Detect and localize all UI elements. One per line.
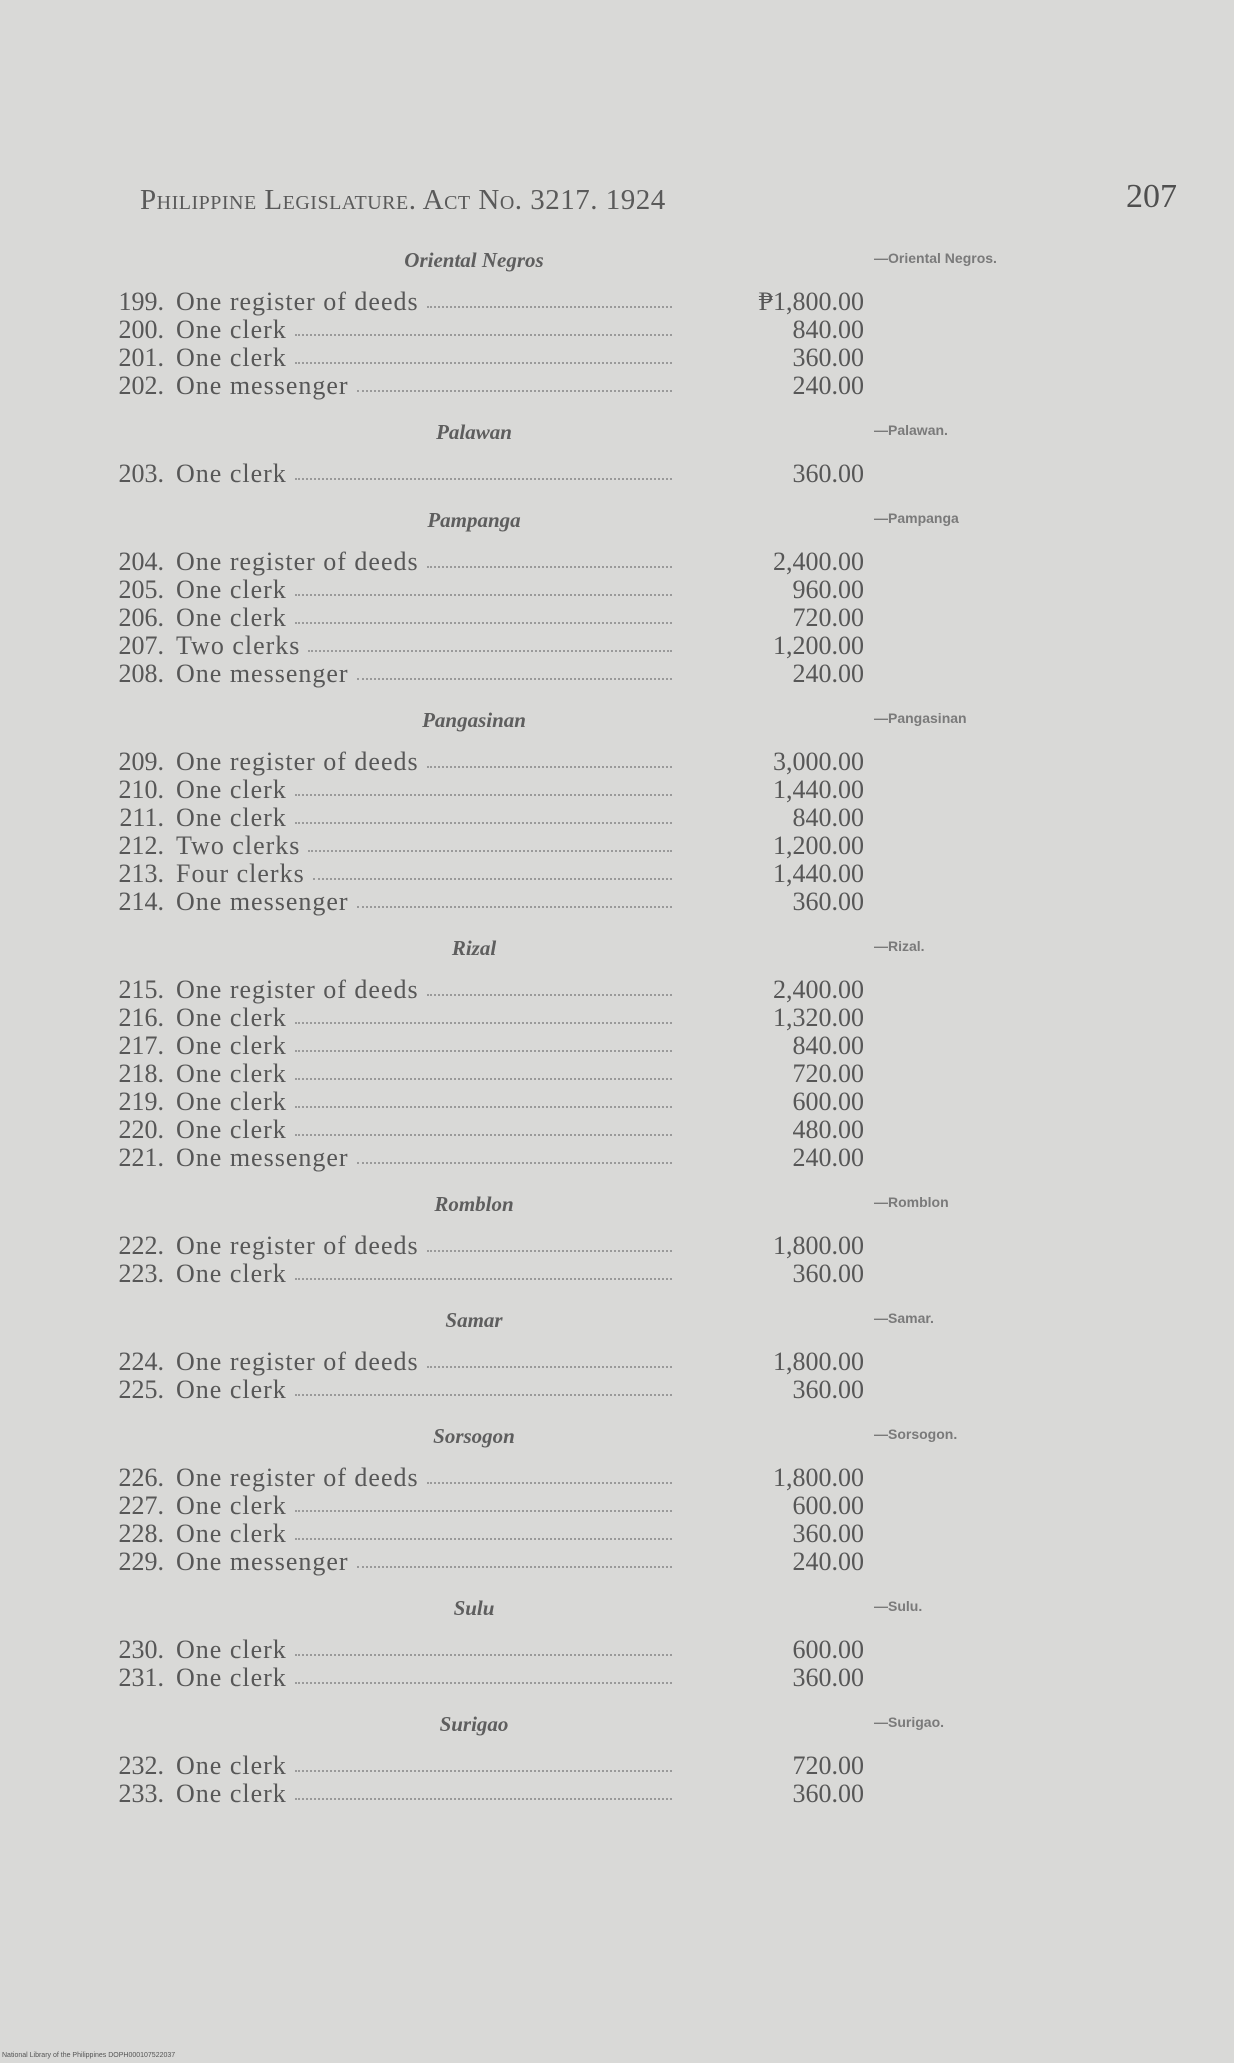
section-title: Sulu <box>453 1596 495 1620</box>
section-heading <box>104 502 1104 548</box>
line-item <box>104 860 1104 888</box>
item-number: 210. <box>118 775 164 804</box>
item-amount: 480.00 <box>792 1115 864 1144</box>
line-item <box>104 1004 1104 1032</box>
line-item <box>104 832 1104 860</box>
line-item <box>104 632 1104 660</box>
item-number: 199. <box>118 287 164 316</box>
item-description: Four clerks <box>176 859 305 888</box>
item-description: One clerk <box>176 1491 287 1520</box>
item-description: One messenger <box>176 659 349 688</box>
line-item <box>104 1780 1104 1808</box>
item-number: 213. <box>118 859 164 888</box>
item-description: One clerk <box>176 459 287 488</box>
item-description: One clerk <box>176 1663 287 1692</box>
item-number: 214. <box>118 887 164 916</box>
item-amount: 600.00 <box>792 1087 864 1116</box>
line-item <box>104 1636 1104 1664</box>
dot-leader <box>308 850 672 852</box>
item-description: One clerk <box>176 1031 287 1060</box>
margin-note: —Oriental Negros. <box>874 250 997 266</box>
item-amount: 240.00 <box>792 371 864 400</box>
dot-leader <box>295 1682 672 1684</box>
dot-leader <box>295 1770 672 1772</box>
section-heading <box>104 1418 1104 1464</box>
item-amount: ₱1,800.00 <box>758 287 864 316</box>
item-number: 227. <box>118 1491 164 1520</box>
item-number: 222. <box>118 1231 164 1260</box>
item-description: One clerk <box>176 575 287 604</box>
dot-leader <box>295 1078 672 1080</box>
item-amount: 2,400.00 <box>773 547 864 576</box>
dot-leader <box>295 1510 672 1512</box>
dot-leader <box>357 678 672 680</box>
item-amount: 360.00 <box>792 1259 864 1288</box>
item-number: 201. <box>118 343 164 372</box>
item-description: One register of deeds <box>176 975 419 1004</box>
item-amount: 240.00 <box>792 1143 864 1172</box>
dot-leader <box>295 478 672 480</box>
item-number: 223. <box>118 1259 164 1288</box>
page-number: 207 <box>1126 178 1177 215</box>
line-item <box>104 372 1104 400</box>
dot-leader <box>357 906 672 908</box>
line-item <box>104 316 1104 344</box>
item-amount: 3,000.00 <box>773 747 864 776</box>
margin-note: —Romblon <box>874 1194 949 1210</box>
margin-note: —Pangasinan <box>874 710 967 726</box>
item-description: One clerk <box>176 343 287 372</box>
dot-leader <box>427 1366 672 1368</box>
item-amount: 240.00 <box>792 1547 864 1576</box>
district-section <box>104 242 1104 400</box>
item-amount: 960.00 <box>792 575 864 604</box>
item-number: 229. <box>118 1547 164 1576</box>
section-title: Rizal <box>451 936 497 960</box>
item-number: 218. <box>118 1059 164 1088</box>
item-amount: 840.00 <box>792 315 864 344</box>
line-item <box>104 1232 1104 1260</box>
item-description: One clerk <box>176 1003 287 1032</box>
section-heading <box>104 1706 1104 1752</box>
item-number: 208. <box>118 659 164 688</box>
item-description: One messenger <box>176 1143 349 1172</box>
item-amount: 600.00 <box>792 1635 864 1664</box>
dot-leader <box>295 822 672 824</box>
item-number: 224. <box>118 1347 164 1376</box>
item-description: One clerk <box>176 1779 287 1808</box>
line-item <box>104 976 1104 1004</box>
item-description: One clerk <box>176 1115 287 1144</box>
item-number: 215. <box>118 975 164 1004</box>
footer-credit: National Library of the Philippines DOPH000107522037 <box>2 2052 176 2059</box>
line-item <box>104 1088 1104 1116</box>
dot-leader <box>295 1050 672 1052</box>
item-number: 225. <box>118 1375 164 1404</box>
item-number: 204. <box>118 547 164 576</box>
dot-leader <box>295 622 672 624</box>
section-title: Sorsogon <box>433 1424 515 1448</box>
line-item <box>104 1492 1104 1520</box>
item-amount: 1,200.00 <box>773 631 864 660</box>
item-description: One clerk <box>176 1087 287 1116</box>
item-description: One register of deeds <box>176 1463 419 1492</box>
item-amount: 360.00 <box>792 343 864 372</box>
item-amount: 840.00 <box>792 1031 864 1060</box>
item-amount: 1,320.00 <box>773 1003 864 1032</box>
section-title: Pampanga <box>427 508 521 532</box>
line-item <box>104 888 1104 916</box>
line-item <box>104 576 1104 604</box>
district-section <box>104 930 1104 1172</box>
appropriation-list <box>104 242 1104 1808</box>
district-section <box>104 1186 1104 1288</box>
line-item <box>104 460 1104 488</box>
dot-leader <box>427 306 672 308</box>
item-amount: 1,800.00 <box>773 1463 864 1492</box>
item-amount: 360.00 <box>792 1663 864 1692</box>
dot-leader <box>295 794 672 796</box>
item-amount: 360.00 <box>792 459 864 488</box>
item-number: 226. <box>118 1463 164 1492</box>
margin-note: —Sorsogon. <box>874 1426 958 1442</box>
item-description: One clerk <box>176 1519 287 1548</box>
item-amount: 1,800.00 <box>773 1347 864 1376</box>
item-description: One register of deeds <box>176 1347 419 1376</box>
section-heading <box>104 1186 1104 1232</box>
item-amount: 360.00 <box>792 1519 864 1548</box>
item-description: One clerk <box>176 603 287 632</box>
item-description: One messenger <box>176 371 349 400</box>
margin-note: —Surigao. <box>874 1714 945 1730</box>
item-description: One clerk <box>176 315 287 344</box>
line-item <box>104 288 1104 316</box>
item-amount: 1,200.00 <box>773 831 864 860</box>
dot-leader <box>427 766 672 768</box>
line-item <box>104 1664 1104 1692</box>
section-heading <box>104 702 1104 748</box>
item-amount: 720.00 <box>792 1751 864 1780</box>
district-section <box>104 414 1104 488</box>
item-description: One clerk <box>176 1635 287 1664</box>
item-number: 221. <box>118 1143 164 1172</box>
item-amount: 240.00 <box>792 659 864 688</box>
margin-note: —Pampanga <box>874 510 959 526</box>
item-number: 206. <box>118 603 164 632</box>
dot-leader <box>295 1538 672 1540</box>
section-heading <box>104 1590 1104 1636</box>
dot-leader <box>308 650 672 652</box>
dot-leader <box>357 1566 672 1568</box>
dot-leader <box>427 1250 672 1252</box>
line-item <box>104 1548 1104 1576</box>
item-number: 216. <box>118 1003 164 1032</box>
item-number: 207. <box>118 631 164 660</box>
item-number: 219. <box>118 1087 164 1116</box>
line-item <box>104 548 1104 576</box>
item-description: Two clerks <box>176 631 301 660</box>
item-amount: 360.00 <box>792 1779 864 1808</box>
line-item <box>104 344 1104 372</box>
district-section <box>104 702 1104 916</box>
line-item <box>104 1260 1104 1288</box>
line-item <box>104 1752 1104 1780</box>
district-section <box>104 1418 1104 1576</box>
line-item <box>104 776 1104 804</box>
dot-leader <box>295 594 672 596</box>
line-item <box>104 1144 1104 1172</box>
dot-leader <box>295 1106 672 1108</box>
item-number: 209. <box>118 747 164 776</box>
line-item <box>104 1032 1104 1060</box>
section-title: Surigao <box>439 1712 509 1736</box>
dot-leader <box>313 878 672 880</box>
district-section <box>104 1706 1104 1808</box>
dot-leader <box>295 1798 672 1800</box>
item-number: 202. <box>118 371 164 400</box>
line-item <box>104 1348 1104 1376</box>
margin-note: —Samar. <box>874 1310 934 1326</box>
item-description: One clerk <box>176 775 287 804</box>
line-item <box>104 748 1104 776</box>
line-item <box>104 660 1104 688</box>
line-item <box>104 1520 1104 1548</box>
item-amount: 720.00 <box>792 1059 864 1088</box>
district-section <box>104 1302 1104 1404</box>
section-heading <box>104 930 1104 976</box>
item-description: One clerk <box>176 1375 287 1404</box>
dot-leader <box>295 1134 672 1136</box>
district-section <box>104 502 1104 688</box>
margin-note: —Palawan. <box>874 422 948 438</box>
item-amount: 720.00 <box>792 603 864 632</box>
item-number: 220. <box>118 1115 164 1144</box>
item-description: One register of deeds <box>176 547 419 576</box>
dot-leader <box>357 390 672 392</box>
item-number: 205. <box>118 575 164 604</box>
section-heading <box>104 1302 1104 1348</box>
line-item <box>104 1376 1104 1404</box>
item-number: 233. <box>118 1779 164 1808</box>
item-amount: 1,440.00 <box>773 859 864 888</box>
dot-leader <box>295 1278 672 1280</box>
dot-leader <box>295 1022 672 1024</box>
item-number: 211. <box>119 803 164 832</box>
section-title: Oriental Negros <box>404 248 544 272</box>
item-amount: 360.00 <box>792 887 864 916</box>
item-amount: 840.00 <box>792 803 864 832</box>
item-description: One messenger <box>176 1547 349 1576</box>
item-number: 200. <box>118 315 164 344</box>
section-title: Romblon <box>434 1192 514 1216</box>
item-amount: 1,440.00 <box>773 775 864 804</box>
item-number: 232. <box>118 1751 164 1780</box>
item-description: One clerk <box>176 1059 287 1088</box>
line-item <box>104 1464 1104 1492</box>
item-description: One register of deeds <box>176 1231 419 1260</box>
item-amount: 1,800.00 <box>773 1231 864 1260</box>
line-item <box>104 1060 1104 1088</box>
item-amount: 2,400.00 <box>773 975 864 1004</box>
item-description: Two clerks <box>176 831 301 860</box>
item-description: One clerk <box>176 803 287 832</box>
item-description: One register of deeds <box>176 287 419 316</box>
item-description: One register of deeds <box>176 747 419 776</box>
item-number: 217. <box>118 1031 164 1060</box>
dot-leader <box>427 566 672 568</box>
section-heading <box>104 414 1104 460</box>
margin-note: —Sulu. <box>874 1598 923 1614</box>
line-item <box>104 604 1104 632</box>
item-number: 230. <box>118 1635 164 1664</box>
section-title: Palawan <box>436 420 512 444</box>
dot-leader <box>427 1482 672 1484</box>
item-number: 212. <box>118 831 164 860</box>
item-amount: 600.00 <box>792 1491 864 1520</box>
dot-leader <box>357 1162 672 1164</box>
dot-leader <box>295 1394 672 1396</box>
item-description: One clerk <box>176 1259 287 1288</box>
running-header: Philippine Legislature. Act No. 3217. 1924 <box>140 184 666 216</box>
section-title: Samar <box>445 1308 503 1332</box>
dot-leader <box>295 334 672 336</box>
dot-leader <box>295 1654 672 1656</box>
section-heading <box>104 242 1104 288</box>
district-section <box>104 1590 1104 1692</box>
line-item <box>104 1116 1104 1144</box>
dot-leader <box>427 994 672 996</box>
line-item <box>104 804 1104 832</box>
item-description: One clerk <box>176 1751 287 1780</box>
margin-note: —Rizal. <box>874 938 925 954</box>
section-title: Pangasinan <box>422 708 526 732</box>
item-amount: 360.00 <box>792 1375 864 1404</box>
item-description: One messenger <box>176 887 349 916</box>
item-number: 203. <box>118 459 164 488</box>
dot-leader <box>295 362 672 364</box>
item-number: 228. <box>118 1519 164 1548</box>
item-number: 231. <box>118 1663 164 1692</box>
